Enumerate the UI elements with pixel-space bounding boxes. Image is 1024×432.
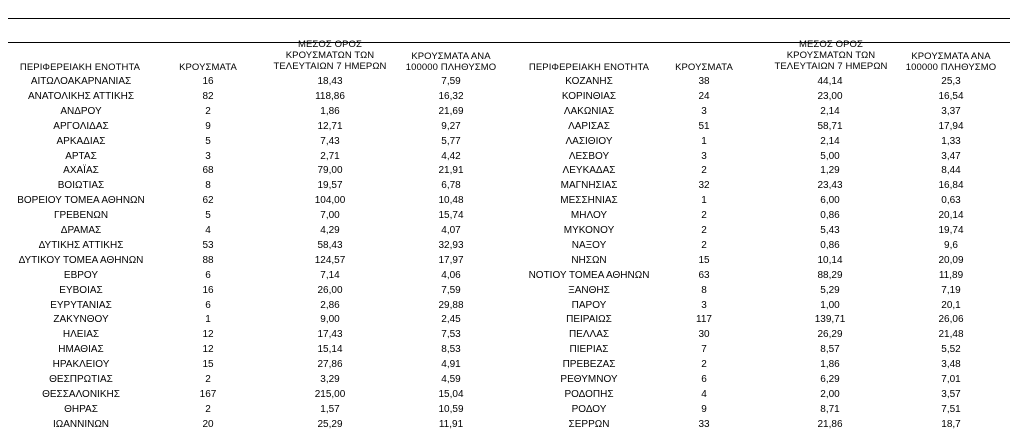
left-row-avg7: 15,14: [317, 344, 343, 356]
right-row-region: ΜΥΚΟΝΟΥ: [563, 225, 615, 236]
left-row-cases: 12: [202, 344, 214, 356]
right-row-region: ΠΕΛΛΑΣ: [568, 329, 610, 341]
right-row-avg7: 2,14: [820, 135, 840, 147]
left-row-cases: 5: [205, 135, 211, 147]
left-row-per100k: 10,59: [438, 403, 464, 415]
right-row-cases: 24: [698, 90, 710, 102]
left-row-cases: 12: [202, 329, 214, 341]
left-row-per100k: 21,91: [438, 165, 464, 177]
left-row-region: ΘΗΡΑΣ: [64, 403, 98, 415]
right-header-per100k: ΚΡΟΥΣΜΑΤΑ ΑΝΑ 100000 ΠΛΗΘΥΣΜΟ: [905, 51, 997, 73]
left-row-avg7: 118,86: [315, 90, 345, 102]
left-row-cases: 15: [202, 359, 214, 371]
left-row-region: ΕΥΒΟΙΑΣ: [59, 284, 103, 296]
right-row-per100k: 3,48: [941, 359, 961, 371]
left-row-avg7: 124,57: [314, 254, 346, 266]
left-row-region: ΕΒΡΟΥ: [63, 269, 99, 281]
right-row-avg7: 0,86: [820, 239, 840, 251]
right-row-cases: 9: [701, 403, 707, 415]
left-row-avg7: 17,43: [317, 329, 343, 341]
left-row-per100k: 4,06: [441, 269, 461, 281]
left-row-avg7: 19,57: [317, 180, 343, 192]
left-row-per100k: 2,45: [441, 314, 461, 326]
right-row-region: ΛΑΣΙΘΙΟΥ: [565, 135, 613, 147]
left-row-avg7: 26,00: [317, 284, 343, 296]
right-row-cases: 32: [698, 180, 710, 192]
left-row-cases: 53: [202, 239, 214, 251]
left-row-avg7: 104,00: [314, 195, 346, 207]
left-row-avg7: 18,43: [317, 76, 343, 87]
left-row-region: ΗΜΑΘΙΑΣ: [58, 344, 104, 356]
right-row-region: ΛΕΥΚΑΔΑΣ: [562, 165, 616, 177]
left-row-region: ΗΛΕΙΑΣ: [62, 329, 100, 341]
right-row-per100k: 7,01: [941, 374, 961, 385]
right-row-avg7: 10,14: [817, 254, 843, 266]
left-row-per100k: 21,69: [438, 105, 464, 117]
left-row-avg7: 7,43: [320, 135, 340, 147]
right-row-cases: 15: [698, 254, 710, 266]
left-header-region: ΠΕΡΙΦΕΡΕΙΑΚΗ ΕΝΟΤΗΤΑ: [19, 62, 141, 73]
left-row-per100k: 32,93: [438, 239, 464, 251]
right-row-region: ΛΑΡΙΣΑΣ: [568, 120, 610, 132]
right-row-avg7: 2,00: [820, 388, 840, 400]
right-row-cases: 1: [701, 135, 707, 147]
right-row-per100k: 16,84: [938, 180, 964, 192]
left-row-cases: 3: [205, 150, 211, 162]
left-header-per100k: ΚΡΟΥΣΜΑΤΑ ΑΝΑ 100000 ΠΛΗΘΥΣΜΟ: [405, 51, 497, 73]
left-row-region: ΙΩΑΝΝΙΝΩΝ: [52, 418, 110, 430]
right-row-region: ΜΕΣΣΗΝΙΑΣ: [560, 195, 618, 207]
right-row-avg7: 1,00: [820, 299, 840, 311]
right-row-avg7: 6,00: [820, 195, 840, 207]
right-row-per100k: 9,6: [944, 239, 958, 251]
right-row-cases: 7: [701, 344, 707, 356]
left-row-avg7: 1,57: [320, 403, 340, 415]
right-row-per100k: 20,09: [938, 254, 964, 266]
left-row-per100k: 4,59: [441, 374, 461, 385]
right-row-per100k: 3,37: [941, 105, 961, 117]
right-row-avg7: 23,00: [817, 90, 843, 102]
right-row-region: ΞΑΝΘΗΣ: [568, 284, 610, 296]
left-row-per100k: 4,91: [441, 359, 461, 371]
left-row-cases: 2: [205, 105, 211, 117]
left-row-per100k: 7,59: [441, 76, 461, 87]
left-row-avg7: 12,71: [317, 120, 343, 132]
right-row-region: ΣΕΡΡΩΝ: [568, 418, 610, 430]
right-row-per100k: 16,54: [938, 90, 964, 102]
left-row-cases: 2: [205, 403, 211, 415]
left-row-avg7: 7,14: [320, 269, 340, 281]
right-row-cases: 3: [701, 150, 707, 162]
right-row-per100k: 20,1: [941, 299, 961, 311]
right-header-avg7: ΜΕΣΟΣ ΟΡΟΣ ΚΡΟΥΣΜΑΤΩΝ ΤΩΝ ΤΕΛΕΥΤΑΙΩΝ 7 ΗΜΕΡΩΝ: [774, 39, 888, 72]
left-row-per100k: 6,78: [441, 180, 461, 192]
left-row-region: ΑΝΔΡΟΥ: [60, 105, 102, 117]
right-row-cases: 3: [701, 299, 707, 311]
left-row-region: ΑΡΓΟΛΙΔΑΣ: [53, 120, 109, 132]
right-row-cases: 6: [701, 374, 707, 385]
right-row-cases: 4: [701, 388, 707, 400]
right-row-per100k: 8,44: [941, 165, 961, 177]
left-row-per100k: 4,42: [441, 150, 461, 162]
right-row-per100k: 21,48: [938, 329, 964, 341]
left-row-region: ΒΟΙΩΤΙΑΣ: [57, 180, 105, 192]
left-row-avg7: 2,86: [320, 299, 340, 311]
right-row-per100k: 1,33: [941, 135, 961, 147]
right-row-avg7: 5,43: [820, 225, 840, 236]
left-row-cases: 68: [202, 165, 214, 177]
right-row-per100k: 3,57: [941, 388, 961, 400]
right-row-avg7: 23,43: [817, 180, 843, 192]
left-row-cases: 2: [205, 374, 211, 385]
right-row-per100k: 20,14: [938, 210, 964, 222]
right-row-per100k: 5,52: [941, 344, 961, 356]
left-row-region: ΖΑΚΥΝΘΟΥ: [53, 314, 109, 326]
left-row-avg7: 215,00: [314, 388, 346, 400]
left-row-cases: 16: [202, 76, 214, 87]
right-row-region: ΠΡΕΒΕΖΑΣ: [562, 359, 616, 371]
right-row-cases: 2: [701, 210, 707, 222]
left-row-cases: 5: [205, 210, 211, 222]
left-row-per100k: 15,74: [438, 210, 464, 222]
left-row-cases: 6: [205, 269, 211, 281]
right-row-avg7: 21,86: [817, 418, 843, 430]
right-row-region: ΜΑΓΝΗΣΙΑΣ: [560, 180, 618, 192]
right-row-per100k: 25,3: [941, 76, 961, 87]
right-row-cases: 33: [698, 418, 710, 430]
left-header-avg7: ΜΕΣΟΣ ΟΡΟΣ ΚΡΟΥΣΜΑΤΩΝ ΤΩΝ ΤΕΛΕΥΤΑΙΩΝ 7 ΗΜΕΡΩΝ: [273, 39, 387, 72]
right-row-avg7: 2,14: [820, 105, 840, 117]
right-row-cases: 117: [696, 314, 712, 326]
right-row-region: ΚΟΖΑΝΗΣ: [565, 76, 613, 87]
right-row-avg7: 5,00: [820, 150, 840, 162]
left-row-per100k: 8,53: [441, 344, 461, 356]
right-row-per100k: 7,51: [941, 403, 961, 415]
left-row-cases: 4: [205, 225, 211, 236]
left-row-cases: 16: [202, 284, 214, 296]
right-row-region: ΠΕΙΡΑΙΩΣ: [566, 314, 612, 326]
left-row-cases: 1: [205, 314, 211, 326]
right-header-cases: ΚΡΟΥΣΜΑΤΑ: [675, 62, 733, 73]
right-row-avg7: 8,57: [820, 344, 840, 356]
right-row-cases: 8: [701, 284, 707, 296]
right-row-avg7: 0,86: [820, 210, 840, 222]
left-row-avg7: 27,86: [317, 359, 343, 371]
left-row-region: ΓΡΕΒΕΝΩΝ: [53, 210, 109, 222]
right-row-per100k: 18,7: [941, 418, 961, 430]
left-row-per100k: 15,04: [438, 388, 464, 400]
right-row-region: ΜΗΛΟΥ: [570, 210, 608, 222]
left-row-region: ΗΡΑΚΛΕΙΟΥ: [52, 359, 110, 371]
right-row-avg7: 88,29: [817, 269, 843, 281]
right-row-region: ΝΑΞΟΥ: [571, 239, 607, 251]
left-row-per100k: 17,97: [438, 254, 464, 266]
right-row-region: ΚΟΡΙΝΘΙΑΣ: [561, 90, 617, 102]
right-row-avg7: 8,71: [820, 403, 840, 415]
right-header-region: ΠΕΡΙΦΕΡΕΙΑΚΗ ΕΝΟΤΗΤΑ: [528, 62, 650, 73]
right-row-avg7: 1,29: [820, 165, 840, 177]
left-row-avg7: 3,29: [320, 374, 340, 385]
right-row-cases: 63: [698, 269, 710, 281]
right-row-cases: 38: [698, 76, 710, 87]
left-row-avg7: 58,43: [317, 239, 343, 251]
right-row-per100k: 17,94: [938, 120, 964, 132]
left-row-cases: 8: [205, 180, 211, 192]
right-row-region: ΡΟΔΟΥ: [571, 403, 607, 415]
left-row-cases: 62: [202, 195, 214, 207]
right-row-avg7: 26,29: [817, 329, 843, 341]
left-row-cases: 82: [202, 90, 214, 102]
left-row-avg7: 2,71: [320, 150, 340, 162]
left-row-region: ΘΕΣΣΑΛΟΝΙΚΗΣ: [42, 388, 120, 400]
left-row-per100k: 5,77: [441, 135, 461, 147]
left-row-region: ΑΡΚΑΔΙΑΣ: [56, 135, 106, 147]
left-row-per100k: 11,91: [438, 418, 464, 430]
right-row-cases: 2: [701, 225, 707, 236]
left-row-per100k: 10,48: [438, 195, 464, 207]
left-row-avg7: 9,00: [320, 314, 340, 326]
right-row-region: ΝΟΤΙΟΥ ΤΟΜΕΑ ΑΘΗΝΩΝ: [528, 269, 650, 281]
left-row-avg7: 4,29: [320, 225, 340, 236]
left-row-region: ΕΥΡΥΤΑΝΙΑΣ: [50, 299, 112, 311]
left-row-region: ΔΥΤΙΚΗΣ ΑΤΤΙΚΗΣ: [38, 239, 124, 251]
right-row-region: ΝΗΣΩΝ: [571, 254, 607, 266]
left-row-avg7: 25,29: [317, 418, 343, 430]
left-row-per100k: 9,27: [441, 120, 461, 132]
left-header-cases: ΚΡΟΥΣΜΑΤΑ: [179, 62, 237, 73]
right-row-cases: 1: [701, 195, 707, 207]
right-row-avg7: 5,29: [820, 284, 840, 296]
right-row-cases: 30: [698, 329, 710, 341]
right-row-avg7: 139,71: [814, 314, 846, 326]
right-row-per100k: 7,19: [941, 284, 961, 296]
right-row-cases: 2: [701, 165, 707, 177]
right-row-region: ΡΕΘΥΜΝΟΥ: [560, 374, 618, 385]
right-row-cases: 2: [701, 239, 707, 251]
left-row-region: ΔΥΤΙΚΟΥ ΤΟΜΕΑ ΑΘΗΝΩΝ: [18, 254, 144, 266]
left-row-region: ΔΡΑΜΑΣ: [60, 225, 102, 236]
left-row-region: ΘΕΣΠΡΩΤΙΑΣ: [49, 374, 113, 385]
right-row-per100k: 11,89: [938, 269, 964, 281]
left-row-avg7: 7,00: [320, 210, 340, 222]
left-row-cases: 167: [199, 388, 217, 400]
right-row-avg7: 44,14: [817, 76, 843, 87]
left-row-per100k: 7,59: [441, 284, 461, 296]
right-row-region: ΛΑΚΩΝΙΑΣ: [563, 105, 615, 117]
left-row-region: ΑΡΤΑΣ: [65, 150, 97, 162]
left-row-region: ΑΙΤΩΛΟΑΚΑΡΝΑΝΙΑΣ: [30, 76, 132, 87]
left-row-region: ΒΟΡΕΙΟΥ ΤΟΜΕΑ ΑΘΗΝΩΝ: [17, 195, 145, 207]
right-row-avg7: 6,29: [820, 374, 840, 385]
right-row-cases: 51: [698, 120, 710, 132]
left-row-cases: 6: [205, 299, 211, 311]
right-row-region: ΠΙΕΡΙΑΣ: [569, 344, 609, 356]
right-row-per100k: 3,47: [941, 150, 961, 162]
top-rule: [8, 18, 1010, 19]
right-row-avg7: 1,86: [820, 359, 840, 371]
left-row-avg7: 1,86: [320, 105, 340, 117]
left-row-per100k: 29,88: [438, 299, 464, 311]
left-row-region: ΑΧΑΪΑΣ: [63, 165, 99, 177]
left-row-region: ΑΝΑΤΟΛΙΚΗΣ ΑΤΤΙΚΗΣ: [27, 90, 135, 102]
right-row-region: ΛΕΣΒΟΥ: [568, 150, 610, 162]
left-row-cases: 9: [205, 120, 211, 132]
left-row-avg7: 79,00: [317, 165, 343, 177]
right-row-region: ΠΑΡΟΥ: [571, 299, 607, 311]
right-row-per100k: 19,74: [938, 225, 964, 236]
left-row-per100k: 16,32: [438, 90, 464, 102]
right-row-avg7: 58,71: [817, 120, 843, 132]
right-row-per100k: 26,06: [938, 314, 964, 326]
right-row-cases: 2: [701, 359, 707, 371]
left-row-per100k: 4,07: [441, 225, 461, 236]
right-row-region: ΡΟΔΟΠΗΣ: [564, 388, 614, 400]
left-row-cases: 20: [202, 418, 214, 430]
right-row-per100k: 0,63: [941, 195, 961, 207]
left-row-cases: 88: [202, 254, 214, 266]
right-row-cases: 3: [701, 105, 707, 117]
left-row-per100k: 7,53: [441, 329, 461, 341]
